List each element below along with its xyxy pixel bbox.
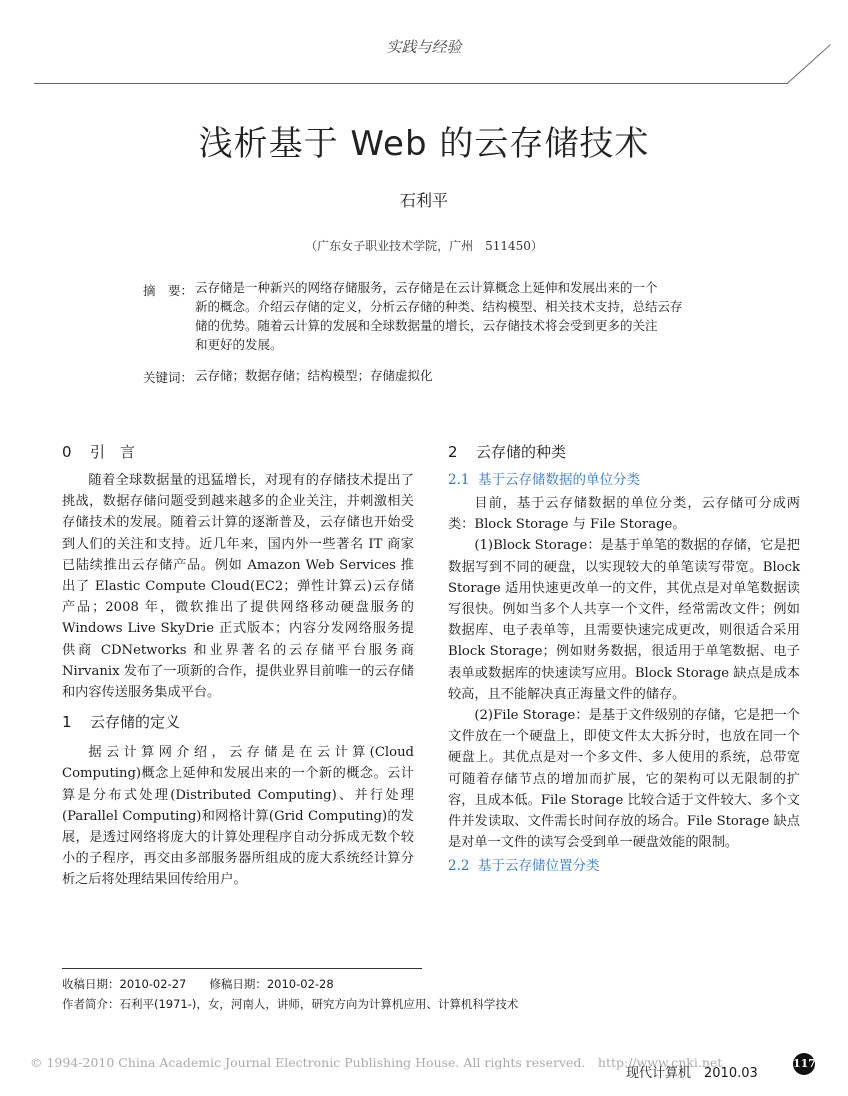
keywords-label: 关键词： — [143, 370, 194, 385]
subsection-number: 2.2 — [448, 858, 470, 875]
copyright-watermark: © 1994-2010 China Academic Journal Electronic Publishing House. All rights reserved. http://www.cnki.net — [30, 1055, 723, 1070]
paragraph: 随着全球数据量的迅猛增长，对现有的存储技术提出了挑战，数据存储问题受到越来越多的企业关注，并刺激相关存储技术的发展。随着云计算的逐渐普及，云存储也开始受到人们的关注和支持。近几年来，国内外一些著名 IT 商家已陆续推出云存储产品。例如 Amazon Web Services 推出了 Elastic Compute Cloud(EC2；弹性计算云)云存储产品；2008 年，微软推出了提供网络移动硬盘服务的 Windows Live SkyDrie 正式版本；内容分发网络服务提供商 CDNetworks 和业界著名的云存储平台服务商 Nirvanix 发布了一项新的合作，提供业界目前唯一的云存储和内容传送服务集成平台。 — [62, 473, 414, 701]
section-title: 云存储的种类 — [476, 443, 567, 461]
journal-issue: 现代计算机 2010.03 — [626, 1066, 758, 1081]
page-number-badge: 117 — [793, 1053, 815, 1075]
author-name: 石利平 — [399, 191, 448, 210]
footnote-rule — [62, 968, 422, 969]
abstract-line: 云存储是一种新兴的网络存储服务，云存储是在云计算概念上延伸和发展出来的一个 — [195, 280, 658, 295]
paragraph: (1)Block Storage：是基于单笔的数据的存储，它是把数据写到不同的硬盘，以实现较大的单笔读写带宽。Block Storage 适用快速更改单一的文件，其优点是对单笔数据读写很快。例如当多个人共享一个文件，经常需改文件；例如数据库、电子表单等，且需要快速完成更改，则很适合采用 Block Storage；例如财务数据，很适用于单笔数据、电子表单或数据库的快速读写应用。Block Storage 缺点是成本较高，且不能解决真正海量文件的储存。 — [448, 538, 800, 702]
abstract-line: 新的概念。介绍云存储的定义，分析云存储的种类、结构模型、相关技术支持，总结云存 — [195, 299, 683, 314]
section-heading-0 — [62, 437, 414, 467]
right-column — [448, 437, 800, 879]
section-title: 引 言 — [90, 443, 136, 461]
subsection-title: 基于云存储数据的单位分类 — [478, 472, 640, 488]
paragraph: 目前，基于云存储数据的单位分类，云存储可分成两类：Block Storage 与 File Storage。 — [448, 496, 800, 533]
received-dates: 收稿日期：2010-02-27 修稿日期：2010-02-28 — [62, 977, 334, 991]
subsection-heading-2-2 — [448, 853, 800, 879]
section-title: 云存储的定义 — [90, 713, 181, 732]
subsection-number: 2.1 — [448, 472, 470, 488]
section-number: 0 — [62, 443, 72, 461]
paragraph: 据云计算网介绍，云存储是在云计算(Cloud Computing)概念上延伸和发展出来的一个新的概念。云计算是分布式处理(Distributed Computing)、并行处理(Parallel Computing)和网格计算(Grid Computing)的发展，是透过网络将庞大的计算处理程序自动分拆成无数个较小的子程序，再交由多部服务器所组成的庞大系统经计算分析之后将处理结果回传给用户。 — [62, 745, 414, 888]
section-number: 2 — [448, 443, 458, 461]
affiliation: （广东女子职业技术学院，广州 511450） — [305, 239, 543, 253]
abstract-body — [195, 278, 710, 354]
left-column — [62, 437, 414, 891]
subsection-heading-2-1 — [448, 467, 800, 493]
abstract-label: 摘 要： — [143, 283, 194, 298]
section-heading-2 — [448, 437, 800, 467]
paragraph: (2)File Storage：是基于文件级别的存储，它是把一个文件放在一个硬盘上，即使文件太大拆分时，也放在同一个硬盘上。其优点是对一个多文件、多人使用的系统，总带宽可随着存储节点的增加而扩展，它的架构可以无限制的扩容，且成本低。File Storage 比较合适于文件较大、多个文件并发读取、文件需长时间存放的场合。File Storage 缺点是对单一文件的读写会受到单一硬盘效能的限制。 — [448, 708, 800, 851]
abstract-line: 和更好的发展。 — [195, 337, 283, 352]
section-number: 1 — [62, 713, 72, 732]
section-tag: 实践与经验 — [386, 38, 462, 56]
section-heading-1 — [62, 707, 414, 737]
abstract-line: 储的优势。随着云计算的发展和全球数据量的增长，云存储技术将会受到更多的关注 — [195, 318, 658, 333]
author-bio: 作者简介：石利平(1971-)，女，河南人，讲师，研究方向为计算机应用、计算机科学技术 — [62, 997, 519, 1011]
keywords-text: 云存储；数据存储；结构模型；存储虚拟化 — [195, 368, 433, 383]
paper-title: 浅析基于 Web 的云存储技术 — [198, 124, 650, 164]
header-rule — [34, 83, 788, 84]
subsection-title: 基于云存储位置分类 — [478, 858, 600, 875]
